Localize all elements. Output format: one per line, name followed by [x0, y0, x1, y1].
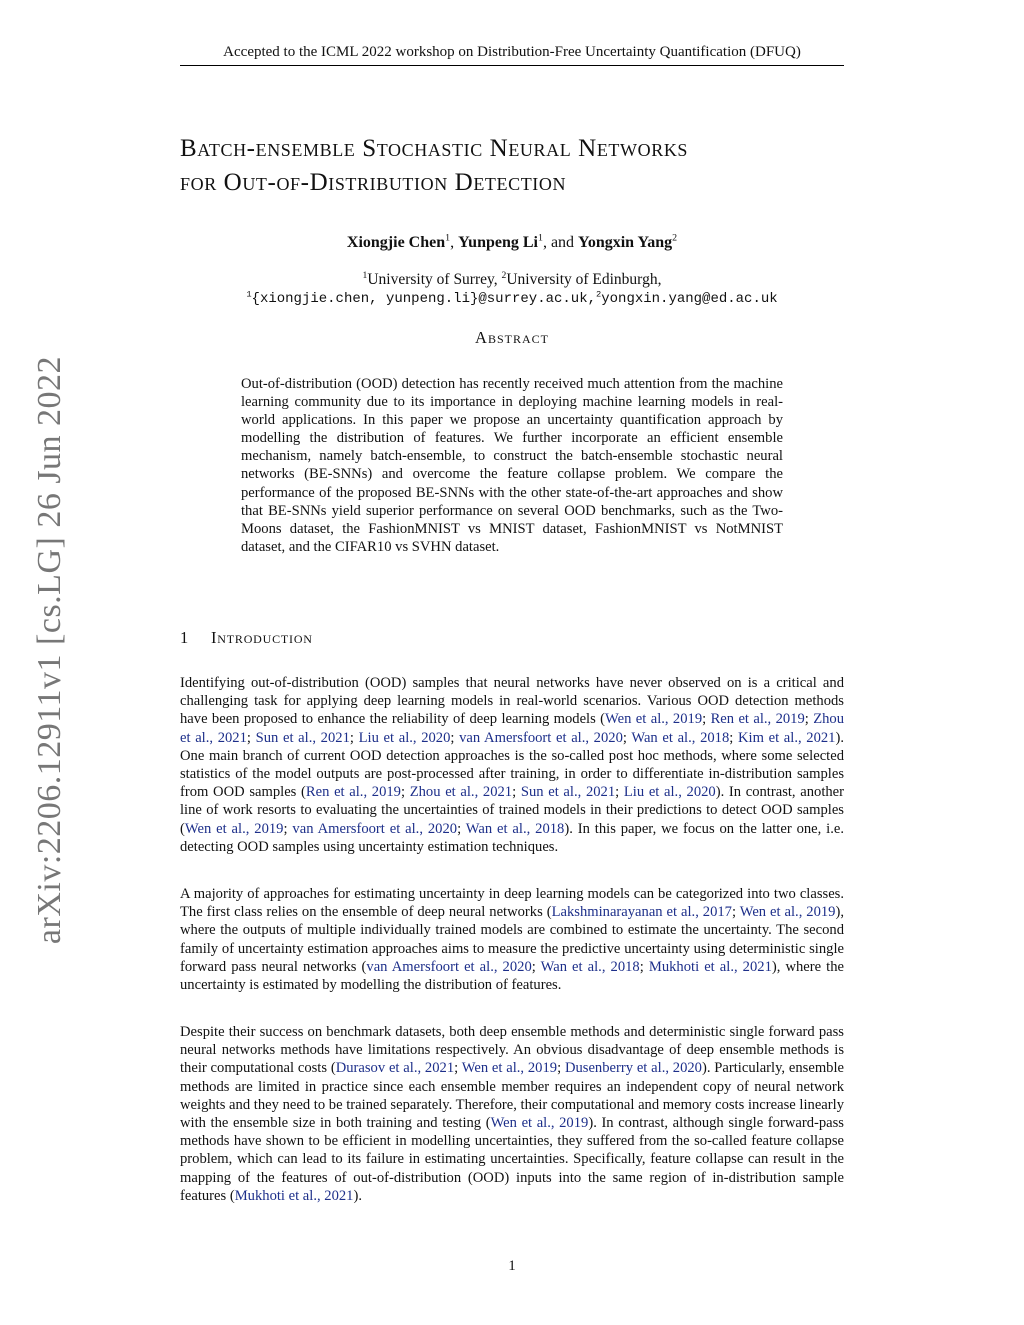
intro-paragraph-3	[180, 1023, 844, 1205]
text-run: ;	[246, 729, 256, 746]
text-run: ).	[353, 1187, 362, 1204]
text-run: ;	[283, 820, 293, 837]
email-edinburgh: yongxin.yang@ed.ac.uk	[601, 291, 778, 307]
text-run: ;	[454, 1060, 462, 1077]
citation-link[interactable]: Wen et al., 2019	[490, 1115, 589, 1132]
author-list	[180, 234, 844, 252]
citation-link[interactable]: van Amersfoort et al., 2020	[366, 958, 532, 975]
citation-link[interactable]: van Amersfoort et al., 2020	[459, 729, 623, 746]
text-run: Despite their success on benchmark datasets, both deep ensemble methods and deterministic single forward pass neural networks methods have limitations respectively. An obvious disadvantage of deep ensemble methods is their computational costs (	[180, 1024, 844, 1077]
author-and: , and	[542, 234, 579, 251]
text-run: ). In contrast, although single forward-pass methods have shown to be efficient in modelling uncertainties, they suffered from the so-called feature collapse problem, which can lead to its failure in estimating uncertainties. Specifically, feature collapse can result in the mapping of the features of out-of-distribution (OOD) inputs into the same region of in-distribution sample features (	[180, 1115, 844, 1204]
text-run: ;	[622, 729, 632, 746]
page-number: 1	[508, 1258, 516, 1274]
citation-link[interactable]: Wen et al., 2019	[605, 711, 703, 728]
author-emails	[150, 290, 874, 309]
text-run: ), where the outputs of multiple individually trained models are combined to estimate the uncertainty. The second family of uncertainty estimation approaches aims to measure the predictive uncertainty using deterministic single forward pass neural networks (	[180, 904, 844, 975]
text-run: ). One main branch of current OOD detection approaches is the so-called post hoc methods, where some selected statistics of the model outputs are post-processed after training, in order to differentiate in-distribution samples from OOD samples (	[180, 729, 844, 801]
section-heading-introduction	[180, 628, 844, 648]
citation-link[interactable]: Zhou et al., 2021	[180, 711, 845, 746]
text-run: ). In this paper, we focus on the latter one, i.e. detecting OOD samples using uncertainty estimation techniques.	[180, 820, 845, 855]
text-run: A majority of approaches for estimating uncertainty in deep learning models can be categorized into two classes. The first class relies on the ensemble of deep neural networks (	[180, 886, 844, 921]
text-run: ;	[729, 729, 738, 746]
affil-1: University of Surrey,	[367, 271, 502, 288]
author-1-affil: 1	[445, 232, 451, 244]
author-2-affil: 1	[537, 232, 543, 244]
text-run: ;	[557, 1060, 565, 1077]
author-2: Yunpeng Li	[458, 234, 538, 251]
citation-link[interactable]: Wan et al., 2018	[631, 729, 730, 746]
intro-paragraph-2	[180, 885, 844, 994]
citation-link[interactable]: Ren et al., 2019	[305, 784, 401, 801]
author-separator: ,	[450, 234, 459, 251]
citation-link[interactable]: Liu et al., 2020	[623, 784, 716, 801]
citation-link[interactable]: Sun et al., 2021	[255, 729, 350, 746]
citation-link[interactable]: van Amersfoort et al., 2020	[292, 820, 458, 837]
affil-2: University of Edinburgh,	[506, 271, 662, 288]
abstract-heading: Abstract	[475, 328, 549, 347]
email-2-mark: 2	[596, 289, 602, 300]
text-run: ;	[349, 729, 359, 746]
citation-link[interactable]: Liu et al., 2020	[358, 729, 451, 746]
text-run: ;	[400, 784, 410, 801]
affil-1-mark: 1	[362, 269, 368, 281]
title-line-2: for Out-of-Distribution Detection	[180, 169, 567, 196]
text-run: ;	[639, 958, 649, 975]
citation-link[interactable]: Lakshminarayanan et al., 2017	[551, 904, 732, 921]
email-1-mark: 1	[246, 289, 252, 300]
affiliations	[180, 270, 844, 289]
citation-link[interactable]: Dusenberry et al., 2020	[564, 1060, 702, 1077]
header-rule	[180, 65, 844, 66]
paper-title	[180, 132, 880, 200]
text-run: ), where the uncertainty is estimated by modelling the distribution of features.	[180, 958, 844, 994]
text-run: ;	[457, 820, 466, 837]
citation-link[interactable]: Mukhoti et al., 2021	[648, 958, 772, 975]
citation-link[interactable]: Wen et al., 2019	[184, 820, 284, 837]
text-run: Identifying out-of-distribution (OOD) samples that neural networks have never observed on is a critical and challenging task for applying deep learning models in real-world scenarios. Various OOD detection methods have been proposed to enhance the reliability of deep learning models (	[180, 675, 844, 728]
citation-link[interactable]: Kim et al., 2021	[737, 729, 836, 746]
intro-paragraph-1	[180, 674, 844, 856]
author-1: Xiongjie Chen	[346, 234, 446, 251]
text-run: ;	[512, 784, 521, 801]
citation-link[interactable]: Wan et al., 2018	[465, 820, 565, 837]
author-3: Yongxin Yang	[578, 234, 673, 251]
section-number: 1	[180, 628, 190, 647]
text-run: ). In contrast, another line of work resorts to evaluating the uncertainties of trained models in their predictions to detect OOD samples (	[180, 784, 845, 837]
arxiv-stamp-text: arXiv:2206.12911v1 [cs.LG] 26 Jun 2022	[31, 355, 68, 945]
affil-2-mark: 2	[501, 269, 507, 281]
text-run: ;	[450, 729, 460, 746]
citation-link[interactable]: Ren et al., 2019	[710, 711, 805, 728]
running-head: Accepted to the ICML 2022 workshop on Distribution-Free Uncertainty Quantification (DFUQ)	[223, 44, 801, 60]
text-run: ;	[531, 958, 541, 975]
emails-surrey: {xiongjie.chen, yunpeng.li}@surrey.ac.uk,	[251, 291, 597, 307]
abstract-body: Out-of-distribution (OOD) detection has recently received much attention from the machine learning community due to its importance in deploying machine learning models in real-world applications. In this paper we propose an uncertainty quantification approach by modelling the distribution of features. We further incorporate an efficient ensemble mechanism, namely batch-ensemble, to construct the batch-ensemble stochastic neural networks (BE-SNNs) and overcome the feature collapse problem. We compare the performance of the proposed BE-SNNs with the other state-of-the-art approaches and show that BE-SNNs yield superior performance on several OOD benchmarks, such as the Two-Moons dataset, the FashionMNIST vs MNIST dataset, FashionMNIST vs NotMNIST dataset, and the CIFAR10 vs SVHN dataset.	[241, 376, 783, 555]
citation-link[interactable]: Mukhoti et al., 2021	[234, 1187, 354, 1204]
citation-link[interactable]: Zhou et al., 2021	[409, 784, 513, 801]
text-run: ;	[702, 711, 711, 728]
author-3-affil: 2	[672, 232, 678, 244]
text-run: ;	[615, 784, 624, 801]
citation-link[interactable]: Durasov et al., 2021	[335, 1060, 455, 1077]
section-title: Introduction	[211, 628, 313, 647]
citation-link[interactable]: Wen et al., 2019	[461, 1060, 558, 1077]
text-run: ). Particularly, ensemble methods are limited in practice since each ensemble member requires an independent copy of neural network weights and they need to be trained separately. Therefore, their computational and memory costs increase linearly with the ensemble size in both training and testing (	[180, 1060, 844, 1132]
citation-link[interactable]: Sun et al., 2021	[520, 784, 616, 801]
text-run: ;	[804, 711, 814, 728]
text-run: ;	[731, 904, 740, 921]
citation-link[interactable]: Wan et al., 2018	[540, 958, 640, 975]
title-line-1: Batch-ensemble Stochastic Neural Networks	[180, 135, 689, 162]
citation-link[interactable]: Wen et al., 2019	[739, 904, 836, 921]
